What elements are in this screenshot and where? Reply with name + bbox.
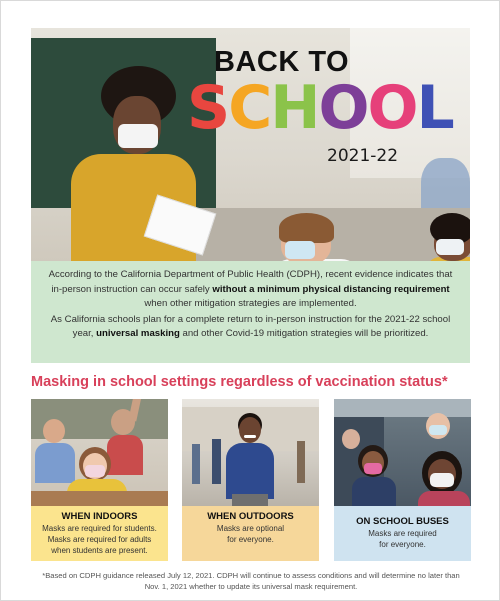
- mask-icon: [364, 463, 382, 474]
- student-shirt: [352, 477, 396, 506]
- title-back-to: BACK TO: [214, 46, 350, 78]
- buses-caption: [334, 506, 471, 561]
- title-letter: L: [416, 73, 453, 143]
- title-letter: O: [318, 73, 368, 143]
- student-head: [43, 419, 65, 443]
- indoors-line-3: when students are present.: [51, 546, 148, 555]
- outdoors-line-2: for everyone.: [227, 535, 274, 544]
- mask-icon: [430, 473, 454, 487]
- bus-window: [334, 399, 471, 417]
- smile: [244, 435, 256, 438]
- indoors-line-2: Masks are required for adults: [47, 535, 152, 544]
- student-figure: [426, 213, 470, 261]
- outdoors-caption: [182, 506, 319, 561]
- panel-outdoors: [182, 399, 319, 561]
- title-letter: C: [228, 73, 271, 143]
- info-paragraph-1: According to the California Department of Public Health (CDPH), recent evidence indicates that in-person instruction can occur safely without a minimum physical distancing requirement when other mitigation strategies are implemented.: [48, 269, 453, 310]
- indoors-caption: [31, 506, 168, 561]
- student-body: [35, 443, 75, 483]
- footnote: *Based on CDPH guidance released July 12, 2021. CDPH will continue to assess conditions and will determine no later than Nov. 1, 2021 whether to update its universal mask requirement.: [42, 571, 460, 591]
- buses-title: ON SCHOOL BUSES: [356, 516, 449, 527]
- student-body: [107, 435, 143, 475]
- mask-icon: [429, 425, 447, 435]
- student-figure: [271, 213, 361, 261]
- buses-line-1: Masks are required: [368, 529, 437, 538]
- title-year: 2021-22: [327, 146, 399, 166]
- indoors-title: WHEN INDOORS: [61, 511, 138, 522]
- student-head: [239, 417, 261, 443]
- info-paragraph-2: As California schools plan for a complete return to in-person instruction for the 2021-22 school year, universal masking and other Covid-19 mitigation strategies will be prioritized.: [50, 313, 451, 340]
- indoors-line-1: Masks are required for students.: [42, 524, 157, 533]
- info-box: [31, 261, 470, 363]
- student-pants: [232, 494, 268, 506]
- bg-student: [212, 439, 221, 484]
- title-school: [187, 71, 472, 145]
- panel-indoors: [31, 399, 168, 561]
- student-shirt: [418, 491, 470, 506]
- bg-student: [297, 441, 305, 483]
- panel-buses: [334, 399, 471, 561]
- masking-headline: Masking in school settings regardless of vaccination status*: [31, 374, 448, 390]
- outdoors-photo: [182, 399, 319, 506]
- bg-student: [192, 444, 200, 484]
- title-letter: S: [187, 73, 229, 143]
- mask-icon: [85, 465, 105, 477]
- outdoors-line-1: Masks are optional: [216, 524, 285, 533]
- title-letter: H: [270, 73, 319, 143]
- desk: [31, 491, 168, 506]
- buses-line-2: for everyone.: [379, 540, 426, 549]
- student-head: [342, 429, 360, 449]
- indoors-photo: [31, 399, 168, 506]
- mask-icon: [285, 241, 315, 259]
- outdoors-title: WHEN OUTDOORS: [207, 511, 294, 522]
- title-letter: O: [367, 73, 417, 143]
- student-polo: [226, 443, 274, 499]
- buses-photo: [334, 399, 471, 506]
- mask-icon: [118, 124, 158, 148]
- mask-icon: [436, 239, 464, 255]
